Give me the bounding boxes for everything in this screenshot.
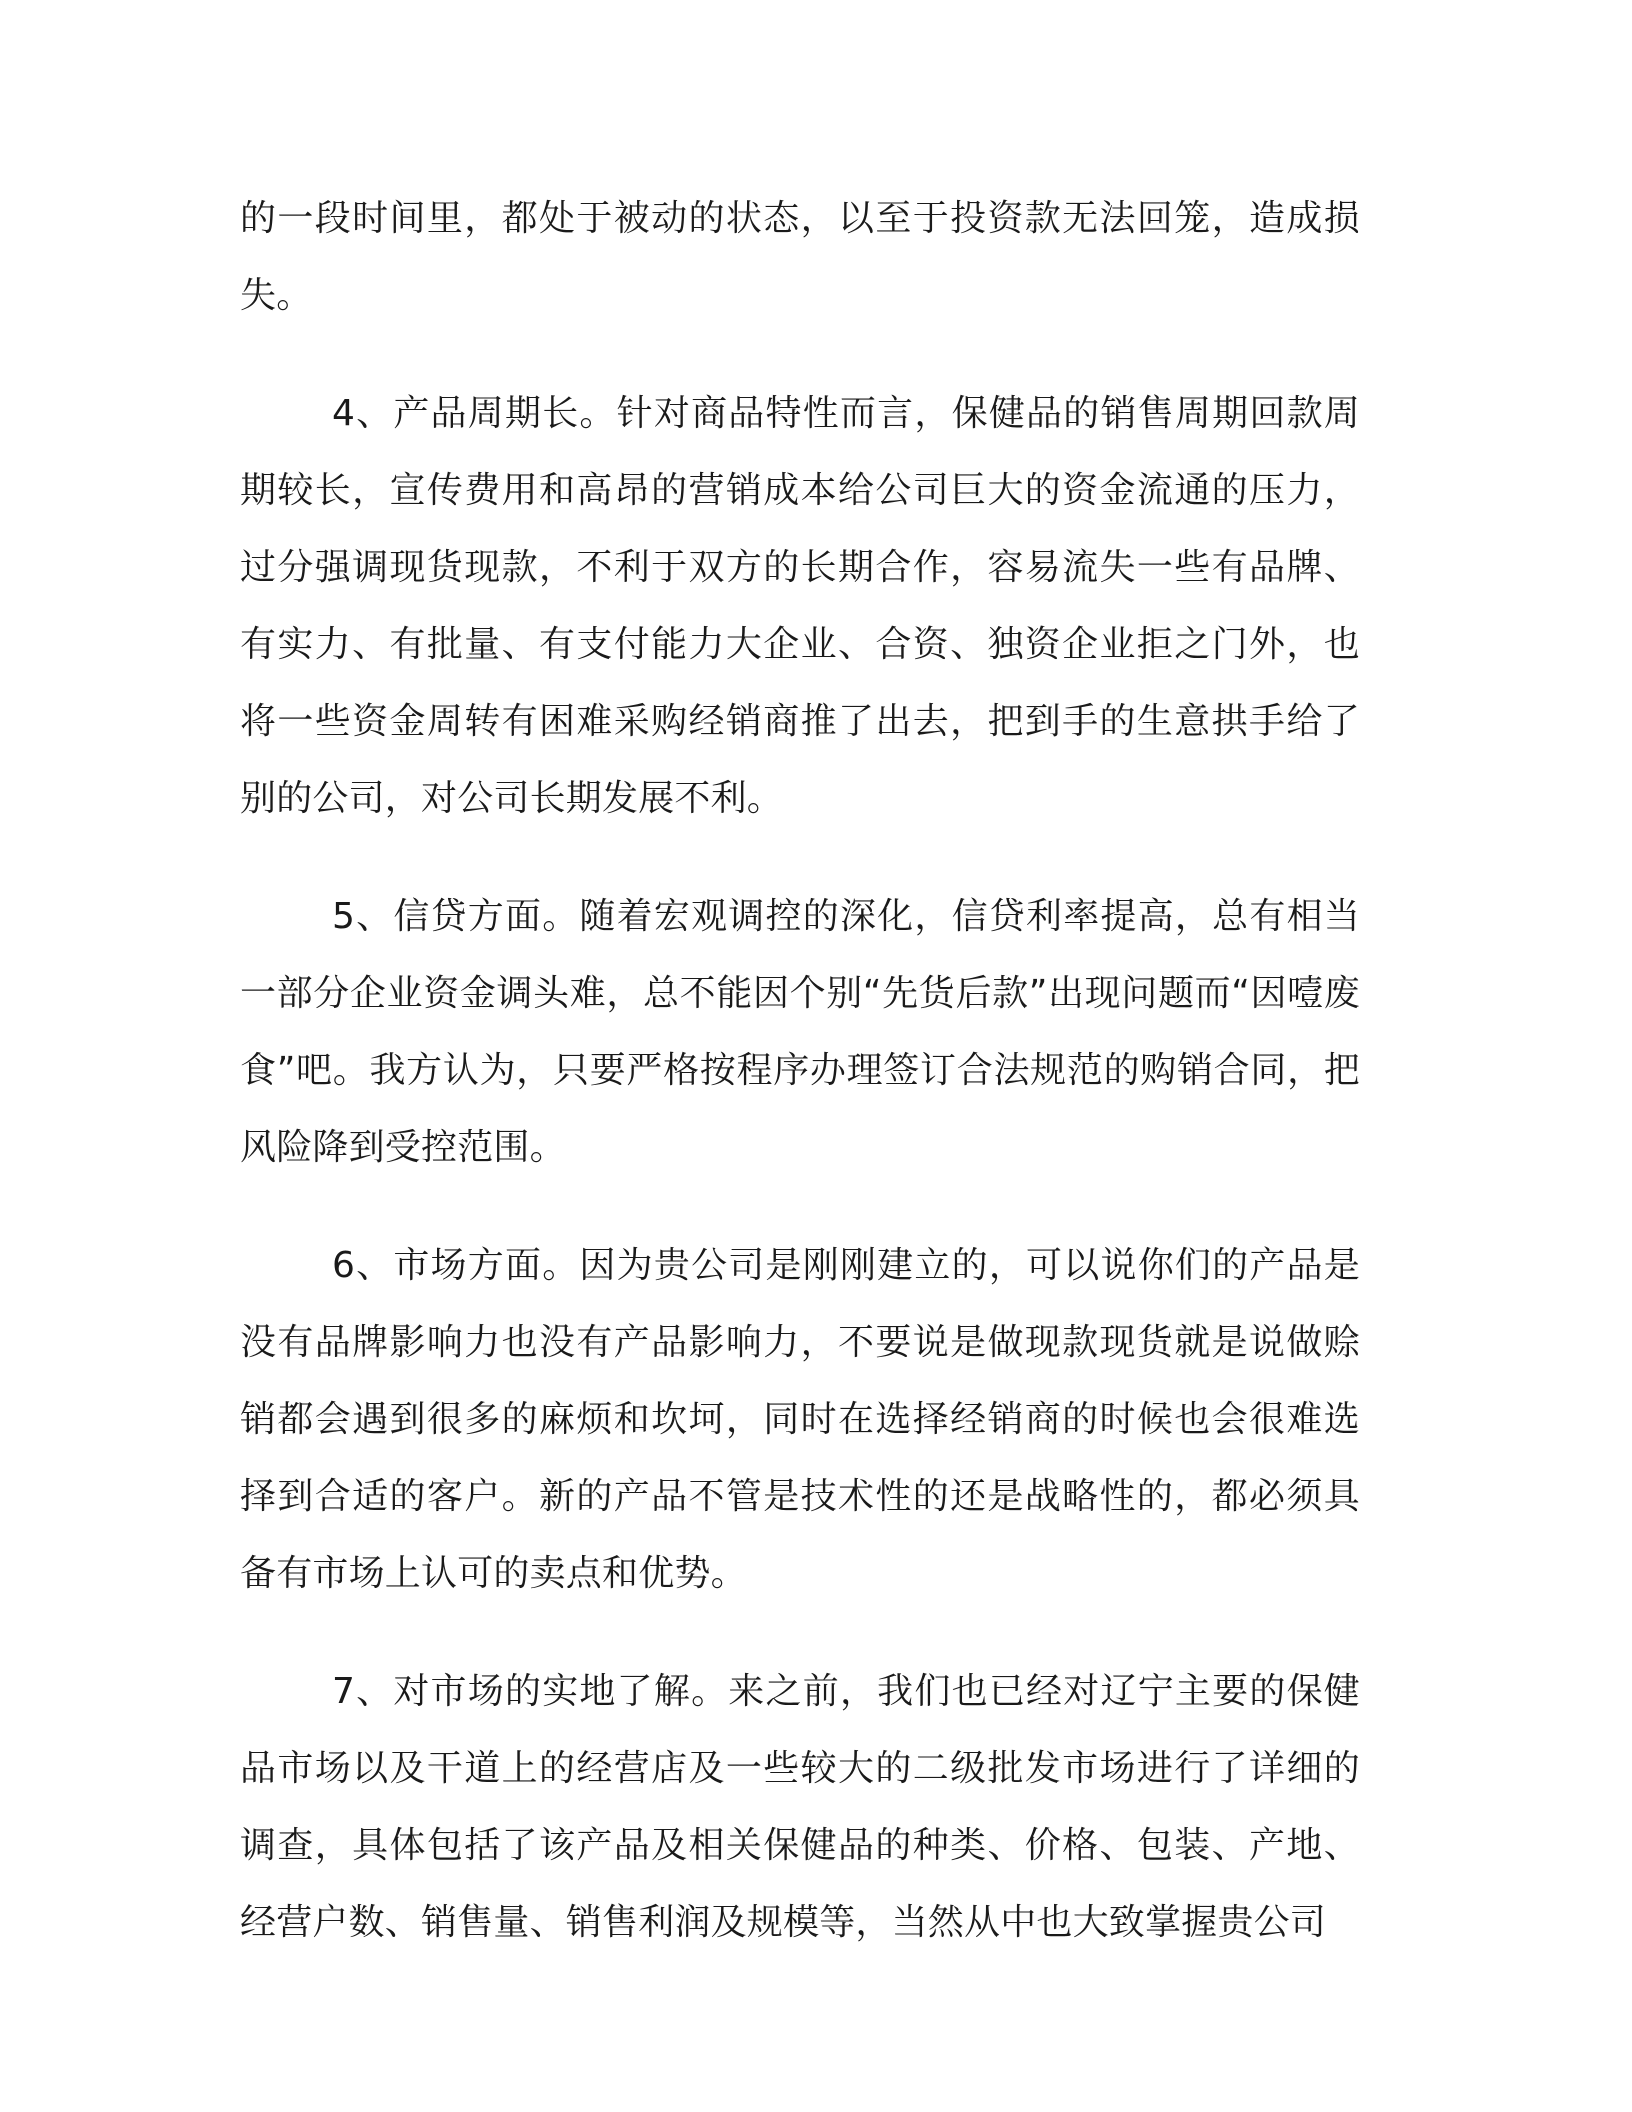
paragraph-continuation: 的一段时间里，都处于被动的状态，以至于投资款无法回笼，造成损失。 xyxy=(240,198,1360,316)
paragraph-point-4: 4、产品周期长。针对商品特性而言，保健品的销售周期回款周期较长，宣传费用和高昂的营销成本给公司巨大的资金流通的压力，过分强调现货现款，不利于双方的长期合作，容易流失一些有品牌、有实力、有批量、有支付能力大企业、合资、独资企业拒之门外，也将一些资金周转有困难采购经销商推了出去，把到手的生意拱手给了别的公司，对公司长期发展不利。 xyxy=(240,393,1360,819)
document-body xyxy=(240,180,1360,2002)
paragraph-point-5: 5、信贷方面。随着宏观调控的深化，信贷利率提高，总有相当一部分企业资金调头难，总不能因个别“先货后款”出现问题而“因噎废食”吧。我方认为，只要严格按程序办理签订合法规范的购销合同，把风险降到受控范围。 xyxy=(240,896,1360,1168)
paragraph-point-7: 7、对市场的实地了解。来之前，我们也已经对辽宁主要的保健品市场以及干道上的经营店及一些较大的二级批发市场进行了详细的调查，具体包括了该产品及相关保健品的种类、价格、包装、产地、经营户数、销售量、销售利润及规模等，当然从中也大致掌握贵公司 xyxy=(240,1671,1360,1943)
paragraph-point-6: 6、市场方面。因为贵公司是刚刚建立的，可以说你们的产品是没有品牌影响力也没有产品影响力，不要说是做现款现货就是说做赊销都会遇到很多的麻烦和坎坷，同时在选择经销商的时候也会很难选择到合适的客户。新的产品不管是技术性的还是战略性的，都必须具备有市场上认可的卖点和优势。 xyxy=(240,1245,1360,1594)
